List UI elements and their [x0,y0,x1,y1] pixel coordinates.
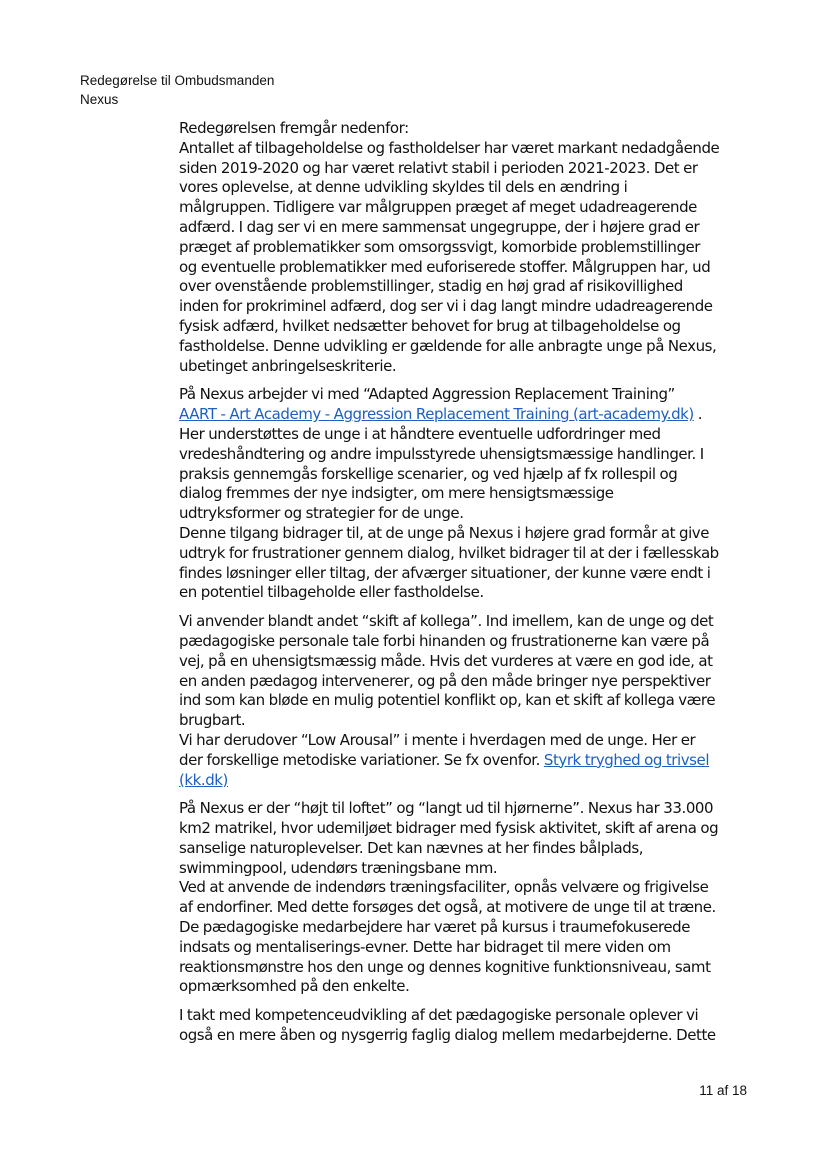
text-line: inden for prokriminel adfærd, dog ser vi i dag langt mindre udadreagerende [179,297,713,316]
text-line: Her understøttes de unge i at håndtere eventuelle udfordringer med [179,424,661,443]
text-line: Vi har derudover “Low Arousal” i mente i hverdagen med de unge. Her er [179,730,696,749]
text-line: Vi anvender blandt andet “skift af kollega”. Ind imellem, kan de unge og det [179,612,714,631]
text-line: udtryk for frustrationer gennem dialog, hvilket bidrager til at der i fællesskab [179,543,719,562]
text-line: På Nexus arbejder vi med “Adapted Aggression Replacement Training” [179,385,675,404]
header-title: Redegørelse til Ombudsmanden [80,73,275,88]
text-line: ind som kan bløde en mulig potentiel konflikt op, kan et skift af kollega være [179,691,716,710]
text-line: indsats og mentaliserings-evner. Dette har bidraget til mere viden om [179,937,671,956]
paragraph [179,799,759,997]
text-line: udtryksformer og strategier for de unge. [179,504,464,523]
text-line: swimmingpool, udendørs træningsbane mm. [179,858,498,877]
text-line: af endorfiner. Med dette forsøges det også, at motivere de unge til at træne. [179,898,716,917]
text-line: en potentiel tilbageholde eller fastholdelse. [179,583,484,602]
aart-link-line [179,405,759,425]
page-number: 11 af 18 [699,1083,747,1098]
text-line: brugbart. [179,711,246,730]
text-line: vej, på en uhensigtsmæssig måde. Hvis det vurderes at være en god ide, at [179,651,713,670]
aart-link[interactable]: AART - Art Academy - Aggression Replacement Training (art-academy.dk) [179,405,694,424]
text-line: sanselige naturoplevelser. Det kan nævnes at her findes bålplads, [179,838,644,857]
document-body [179,119,759,1055]
text-line: målgruppen. Tidligere var målgruppen præget af meget udadreagerende [179,198,697,217]
paragraph [179,612,759,790]
styrk-link-line-2 [179,771,759,791]
text-line: km2 matrikel, hvor udemiljøet bidrager med fysisk aktivitet, skift af arena og [179,819,719,838]
text-line: vores oplevelse, at denne udvikling skyldes til dels en ændring i [179,178,628,197]
header-subtitle: Nexus [80,92,119,107]
text-line: I takt med kompetenceudvikling af det pædagogiske personale oplever vi [179,1006,699,1025]
text-line: reaktionsmønstre hos den unge og dennes kognitive funktionsniveau, samt [179,957,711,976]
text-line: præget af problematikker som omsorgssvigt, komorbide problemstillinger [179,237,701,256]
text-line: dialog fremmes der nye indsigter, om mere hensigtsmæssige [179,484,614,503]
text-line: Redegørelsen fremgår nedenfor: [179,119,409,137]
paragraph [179,119,759,376]
document-header [80,71,274,109]
text-line: fysisk adfærd, hvilket nedsætter behovet for brug at tilbageholdelse og [179,316,681,335]
text-line: findes løsninger eller tiltag, der afværger situationer, der kunne være endt i [179,563,711,582]
text-line: opmærksomhed på den enkelte. [179,977,410,996]
text-line: også en mere åben og nysgerrig faglig dialog mellem medarbejderne. Dette [179,1026,716,1045]
text-line: adfærd. I dag ser vi en mere sammensat ungegruppe, der i højere grad er [179,217,700,236]
text-line: siden 2019-2020 og har været relativt stabil i perioden 2021-2023. Det er [179,158,698,177]
text-line: pædagogiske personale tale forbi hinanden og frustrationerne kan være på [179,631,710,650]
text-line: Denne tilgang bidrager til, at de unge på Nexus i højere grad formår at give [179,523,710,542]
text-line: en anden pædagog intervenerer, og på den måde bringer nye perspektiver [179,671,711,690]
text-line: over ovenstående problemstillinger, stadig en høj grad af risikovillighed [179,277,683,296]
styrk-link-prefix: der forskellige metodiske variationer. Se fx ovenfor. [179,750,544,769]
aart-link-suffix: . [693,405,703,424]
styrk-tryghed-link-domain[interactable]: (kk.dk) [179,770,228,789]
text-line: Antallet af tilbageholdelse og fastholdelser har været markant nedadgående [179,138,720,157]
text-line: praksis gennemgås forskellige scenarier, og ved hjælp af fx rollespil og [179,464,678,483]
styrk-link-line [179,751,759,771]
text-line: ubetinget anbringelseskriterie. [179,356,397,375]
text-line: De pædagogiske medarbejdere har været på kursus i traumefokuserede [179,918,690,937]
paragraph [179,1006,759,1046]
text-line: Ved at anvende de indendørs træningsfaciliter, opnås velvære og frigivelse [179,878,709,897]
text-line: På Nexus er der “højt til loftet” og “langt ud til hjørnerne”. Nexus har 33.000 [179,799,714,818]
paragraph [179,385,759,603]
text-line: og eventuelle problematikker med euforiserede stoffer. Målgruppen har, ud [179,257,711,276]
text-line: vredeshåndtering og andre impulsstyrede uhensigtsmæssige handlinger. I [179,444,704,463]
text-line: fastholdelse. Denne udvikling er gældende for alle anbragte unge på Nexus, [179,336,717,355]
styrk-tryghed-link[interactable]: Styrk tryghed og trivsel [543,750,710,769]
